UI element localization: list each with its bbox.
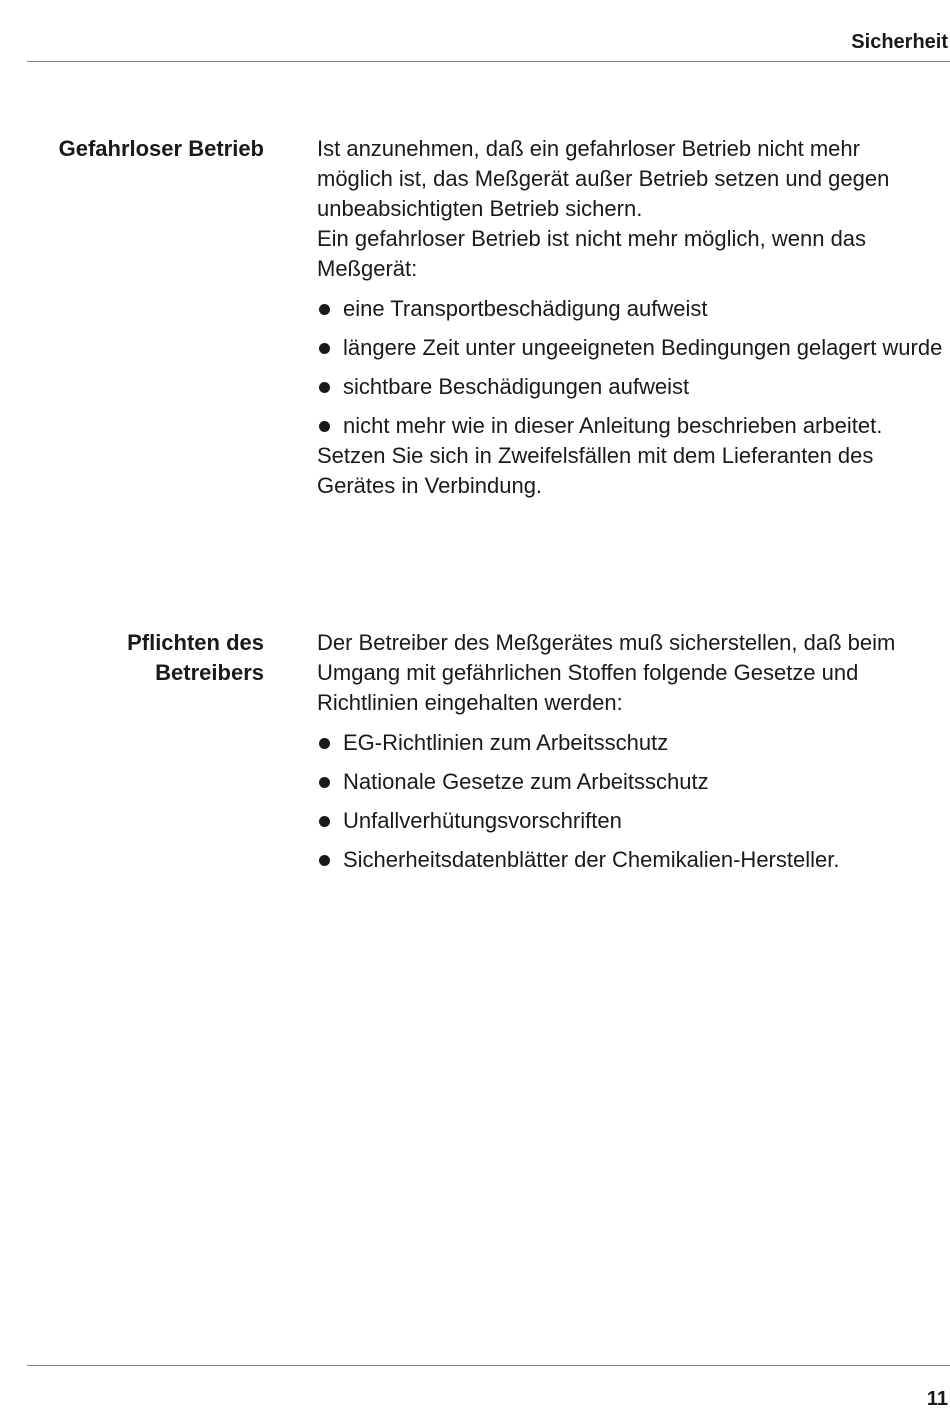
paragraph-line: Richtlinien eingehalten werden: [317,690,623,715]
list-item [317,411,949,441]
bullet-dot-icon [319,816,330,827]
page-number: 11 [926,1388,948,1410]
paragraph-line: Meßgerät: [317,256,418,281]
running-header: Sicherheit [851,31,948,53]
bullet-dot-icon [319,382,330,393]
bullet-list [317,294,949,441]
list-item [317,372,949,402]
paragraph-line: unbeabsichtigten Betrieb sichern. [317,196,643,221]
list-item [317,728,949,758]
list-item-text: Unfallverhütungsvorschriften [343,808,622,833]
bullet-list [317,728,949,875]
paragraph-line: Setzen Sie sich in Zweifelsfällen mit dem Lieferanten des [317,443,874,468]
bullet-dot-icon [319,421,330,432]
list-item-text: EG-Richtlinien zum Arbeitsschutz [343,730,669,755]
section-heading [20,134,264,164]
bullet-dot-icon [319,304,330,315]
paragraph-line: Ist anzunehmen, daß ein gefahrloser Betrieb nicht mehr [317,136,860,161]
bullet-dot-icon [319,738,330,749]
list-item-text: Nationale Gesetze zum Arbeitsschutz [343,769,709,794]
list-item-text: eine Transportbeschädigung aufweist [343,296,708,321]
section-body [317,134,949,501]
section-heading [20,628,264,688]
list-item-text: sichtbare Beschädigungen aufweist [343,374,690,399]
section-body [317,628,949,875]
list-item [317,767,949,797]
paragraph-line: Der Betreiber des Meßgerätes muß sicherstellen, daß beim [317,630,896,655]
paragraph-line: Gerätes in Verbindung. [317,473,543,498]
bullet-dot-icon [319,855,330,866]
paragraph-line: Ein gefahrloser Betrieb ist nicht mehr möglich, wenn das [317,226,867,251]
list-item-text: Sicherheitsdatenblätter der Chemikalien-Hersteller. [343,847,840,872]
bullet-dot-icon [319,343,330,354]
list-item [317,294,949,324]
list-item [317,333,949,363]
bullet-dot-icon [319,777,330,788]
list-item-text: längere Zeit unter ungeeigneten Bedingungen gelagert wurde [343,335,943,360]
list-item-text: nicht mehr wie in dieser Anleitung beschrieben arbeitet. [343,413,883,438]
section-heading-line: Pflichten des [127,630,264,655]
list-item [317,806,949,836]
section-heading-line: Betreibers [155,660,264,685]
paragraph-line: Umgang mit gefährlichen Stoffen folgende Gesetze und [317,660,859,685]
list-item [317,845,949,875]
paragraph-line: möglich ist, das Meßgerät außer Betrieb setzen und gegen [317,166,890,191]
section-heading-line: Gefahrloser Betrieb [58,136,264,161]
header-rule [27,61,950,62]
footer-rule [27,1365,950,1366]
